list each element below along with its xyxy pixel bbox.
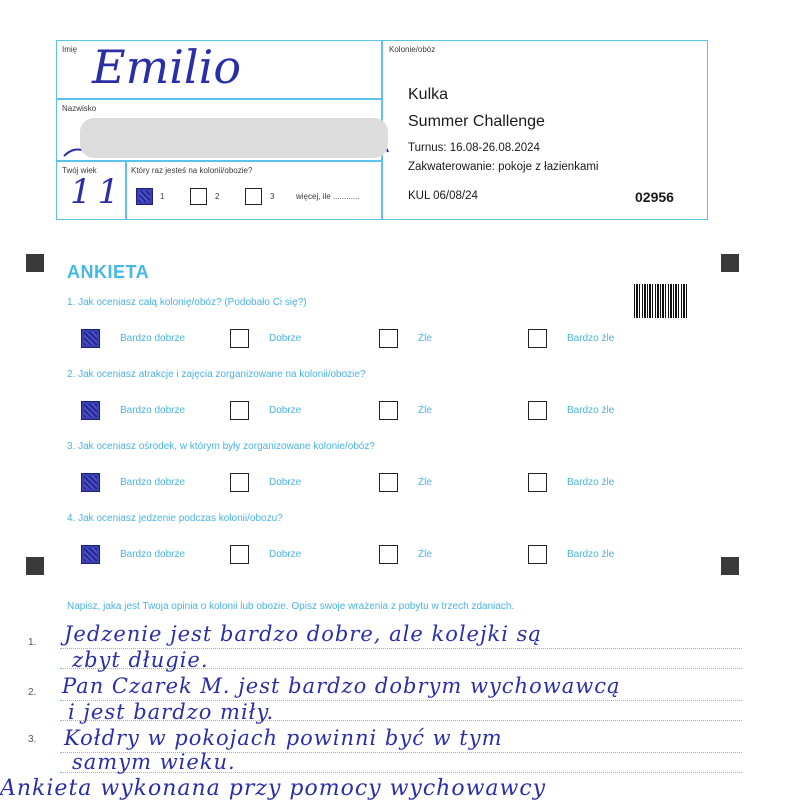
q1-option-dobrze-checkbox[interactable]	[230, 329, 249, 348]
registration-mark-top-right	[721, 254, 739, 272]
answer-1-number: 1.	[28, 637, 37, 648]
q1-option-bardzo-zle-checkbox[interactable]	[528, 329, 547, 348]
q3-option-dobrze-label: Dobrze	[269, 477, 302, 488]
times-option-more-label: więcej, ile ............	[296, 192, 360, 201]
times-option-1-checkbox[interactable]	[136, 188, 153, 205]
answer-3-line-a[interactable]: Kołdry w pokojach powinni być w tym	[64, 726, 503, 750]
camp-label: Kolonie/obóz	[389, 45, 436, 54]
q4-option-bardzo-zle-checkbox[interactable]	[528, 545, 547, 564]
q4-option-bardzo-dobrze-checkbox[interactable]	[81, 545, 100, 564]
header-row-divider-1	[56, 98, 382, 100]
age-label: Twój wiek	[62, 166, 97, 175]
q4-option-bardzo-zle-label: Bardzo źle	[567, 549, 615, 560]
q4-option-dobrze-checkbox[interactable]	[230, 545, 249, 564]
question-4-text: 4. Jak oceniasz jedzenie podczas kolonii/obozu?	[67, 513, 283, 524]
answer-3-number: 3.	[28, 734, 37, 745]
camp-code: 02956	[635, 189, 674, 205]
camp-accommodation: Zakwaterowanie: pokoje z łazienkami	[408, 161, 599, 173]
q4-option-zle-label: Źle	[418, 549, 432, 560]
answer-2-number: 2.	[28, 687, 37, 698]
q3-option-bardzo-dobrze-label: Bardzo dobrze	[120, 477, 186, 488]
q3-option-bardzo-zle-checkbox[interactable]	[528, 473, 547, 492]
times-option-3-label: 3	[270, 192, 275, 201]
q2-option-dobrze-checkbox[interactable]	[230, 401, 249, 420]
registration-mark-top-left	[26, 254, 44, 272]
times-question-label: Który raz jesteś na kolonii/obozie?	[131, 166, 253, 175]
answer-1-line-b[interactable]: zbyt długie.	[72, 648, 209, 672]
q1-option-zle-label: Źle	[418, 333, 432, 344]
q1-option-bardzo-dobrze-label: Bardzo dobrze	[120, 333, 186, 344]
first-name-field[interactable]: Emilio	[92, 40, 242, 94]
answer-2-line-a[interactable]: Pan Czarek M. jest bardzo dobrym wychowawcą	[62, 674, 621, 698]
camp-name-line2: Summer Challenge	[408, 113, 545, 130]
question-3-text: 3. Jak oceniasz ośrodek, w którym były zorganizowane kolonie/obóz?	[67, 441, 375, 452]
times-option-2-label: 2	[215, 192, 220, 201]
registration-mark-bottom-left	[26, 557, 44, 575]
question-1-text: 1. Jak oceniasz całą kolonię/obóz? (Podobało Ci się?)	[67, 297, 307, 308]
q2-option-zle-label: Źle	[418, 405, 432, 416]
question-2-text: 2. Jak oceniasz atrakcje i zajęcia zorganizowane na kolonii/obozie?	[67, 369, 366, 380]
redacted-surname	[80, 118, 388, 158]
times-option-3-checkbox[interactable]	[245, 188, 262, 205]
answer-1-line-a[interactable]: Jedzenie jest bardzo dobre, ale kolejki są	[64, 622, 542, 646]
camp-name-line1: Kulka	[408, 86, 449, 103]
q2-option-dobrze-label: Dobrze	[269, 405, 302, 416]
opinion-instruction: Napisz, jaka jest Twoja opinia o kolonii lub obozie. Opisz swoje wrażenia z pobytu w trzech zdaniach.	[67, 601, 515, 612]
footer-handwritten-note: Ankieta wykonana przy pomocy wychowawcy	[0, 776, 547, 801]
camp-turnus: Turnus: 16.08-26.08.2024	[408, 142, 540, 154]
q4-option-zle-checkbox[interactable]	[379, 545, 398, 564]
q3-option-zle-checkbox[interactable]	[379, 473, 398, 492]
camp-ref: KUL 06/08/24	[408, 190, 478, 202]
age-field[interactable]: 11	[70, 172, 126, 212]
q3-option-bardzo-zle-label: Bardzo źle	[567, 477, 615, 488]
q1-option-bardzo-zle-label: Bardzo źle	[567, 333, 615, 344]
q2-option-bardzo-dobrze-checkbox[interactable]	[81, 401, 100, 420]
q2-option-bardzo-dobrze-label: Bardzo dobrze	[120, 405, 186, 416]
q2-option-zle-checkbox[interactable]	[379, 401, 398, 420]
times-option-2-checkbox[interactable]	[190, 188, 207, 205]
registration-mark-bottom-right	[721, 557, 739, 575]
q1-option-zle-checkbox[interactable]	[379, 329, 398, 348]
last-name-label: Nazwisko	[62, 104, 97, 113]
barcode	[634, 284, 688, 318]
first-name-label: Imię	[62, 45, 78, 54]
q3-option-zle-label: Źle	[418, 477, 432, 488]
q4-option-bardzo-dobrze-label: Bardzo dobrze	[120, 549, 186, 560]
q4-option-dobrze-label: Dobrze	[269, 549, 302, 560]
survey-title: ANKIETA	[67, 262, 150, 282]
q3-option-bardzo-dobrze-checkbox[interactable]	[81, 473, 100, 492]
answer-2-line-b[interactable]: i jest bardzo miły.	[68, 700, 275, 724]
q3-option-dobrze-checkbox[interactable]	[230, 473, 249, 492]
times-option-1-label: 1	[160, 192, 165, 201]
q2-option-bardzo-zle-checkbox[interactable]	[528, 401, 547, 420]
q1-option-dobrze-label: Dobrze	[269, 333, 302, 344]
answer-3-line-b[interactable]: samym wieku.	[72, 750, 236, 774]
q1-option-bardzo-dobrze-checkbox[interactable]	[81, 329, 100, 348]
q2-option-bardzo-zle-label: Bardzo źle	[567, 405, 615, 416]
